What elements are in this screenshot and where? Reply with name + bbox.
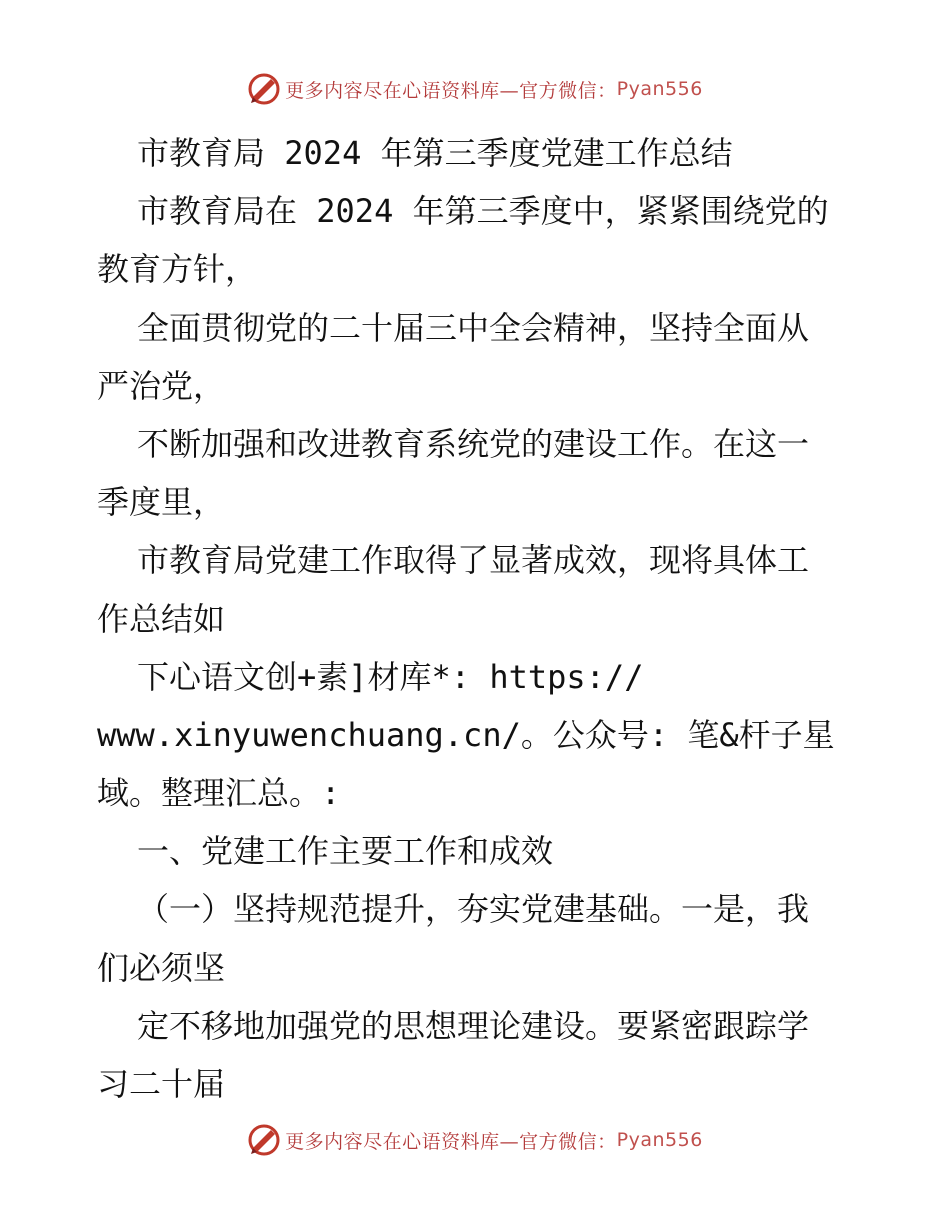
text-line: （一）坚持规范提升，夯实党建基础。一是，我: [137, 890, 810, 929]
section-heading: 一、党建工作主要工作和成效: [137, 832, 554, 871]
header-banner-text: 更多内容尽在心语资料库—官方微信：: [285, 79, 617, 102]
text-line: 严治党，: [97, 366, 226, 405]
footer-wechat-id: Pyan556: [616, 1129, 703, 1151]
text-line: www.xinyuwenchuang.cn/。公众号: 笔&杆子星: [97, 715, 835, 754]
pen-circle-logo-icon: [247, 72, 281, 106]
document-title: 市教育局 2024 年第三季度党建工作总结: [137, 134, 733, 172]
document-body: [97, 124, 867, 1113]
text-line: 全面贯彻党的二十届三中全会精神，坚持全面从: [137, 308, 810, 347]
text-line: 定不移地加强党的思想理论建设。要紧密跟踪学: [137, 1006, 810, 1045]
text-line: 习二十届: [97, 1065, 226, 1103]
text-line: 市教育局党建工作取得了显著成效，现将具体工: [137, 541, 810, 580]
text-line: 教育方针，: [97, 250, 258, 289]
text-line: 域。整理汇总。:: [97, 774, 341, 813]
pen-circle-logo-icon: [247, 1123, 281, 1157]
header-banner: [0, 72, 950, 106]
text-line: 不断加强和改进教育系统党的建设工作。在这一: [137, 424, 810, 463]
footer-banner-text: 更多内容尽在心语资料库—官方微信：: [285, 1130, 617, 1153]
footer-banner: [0, 1123, 950, 1157]
text-line: 市教育局在 2024 年第三季度中，紧紧围绕党的: [137, 192, 829, 231]
text-line: 们必须坚: [97, 948, 226, 987]
text-line: 下心语文创+素]材库*: https://: [137, 657, 644, 696]
text-line: 季度里，: [97, 483, 226, 522]
text-line: 作总结如: [97, 599, 226, 638]
header-wechat-id: Pyan556: [616, 78, 703, 100]
